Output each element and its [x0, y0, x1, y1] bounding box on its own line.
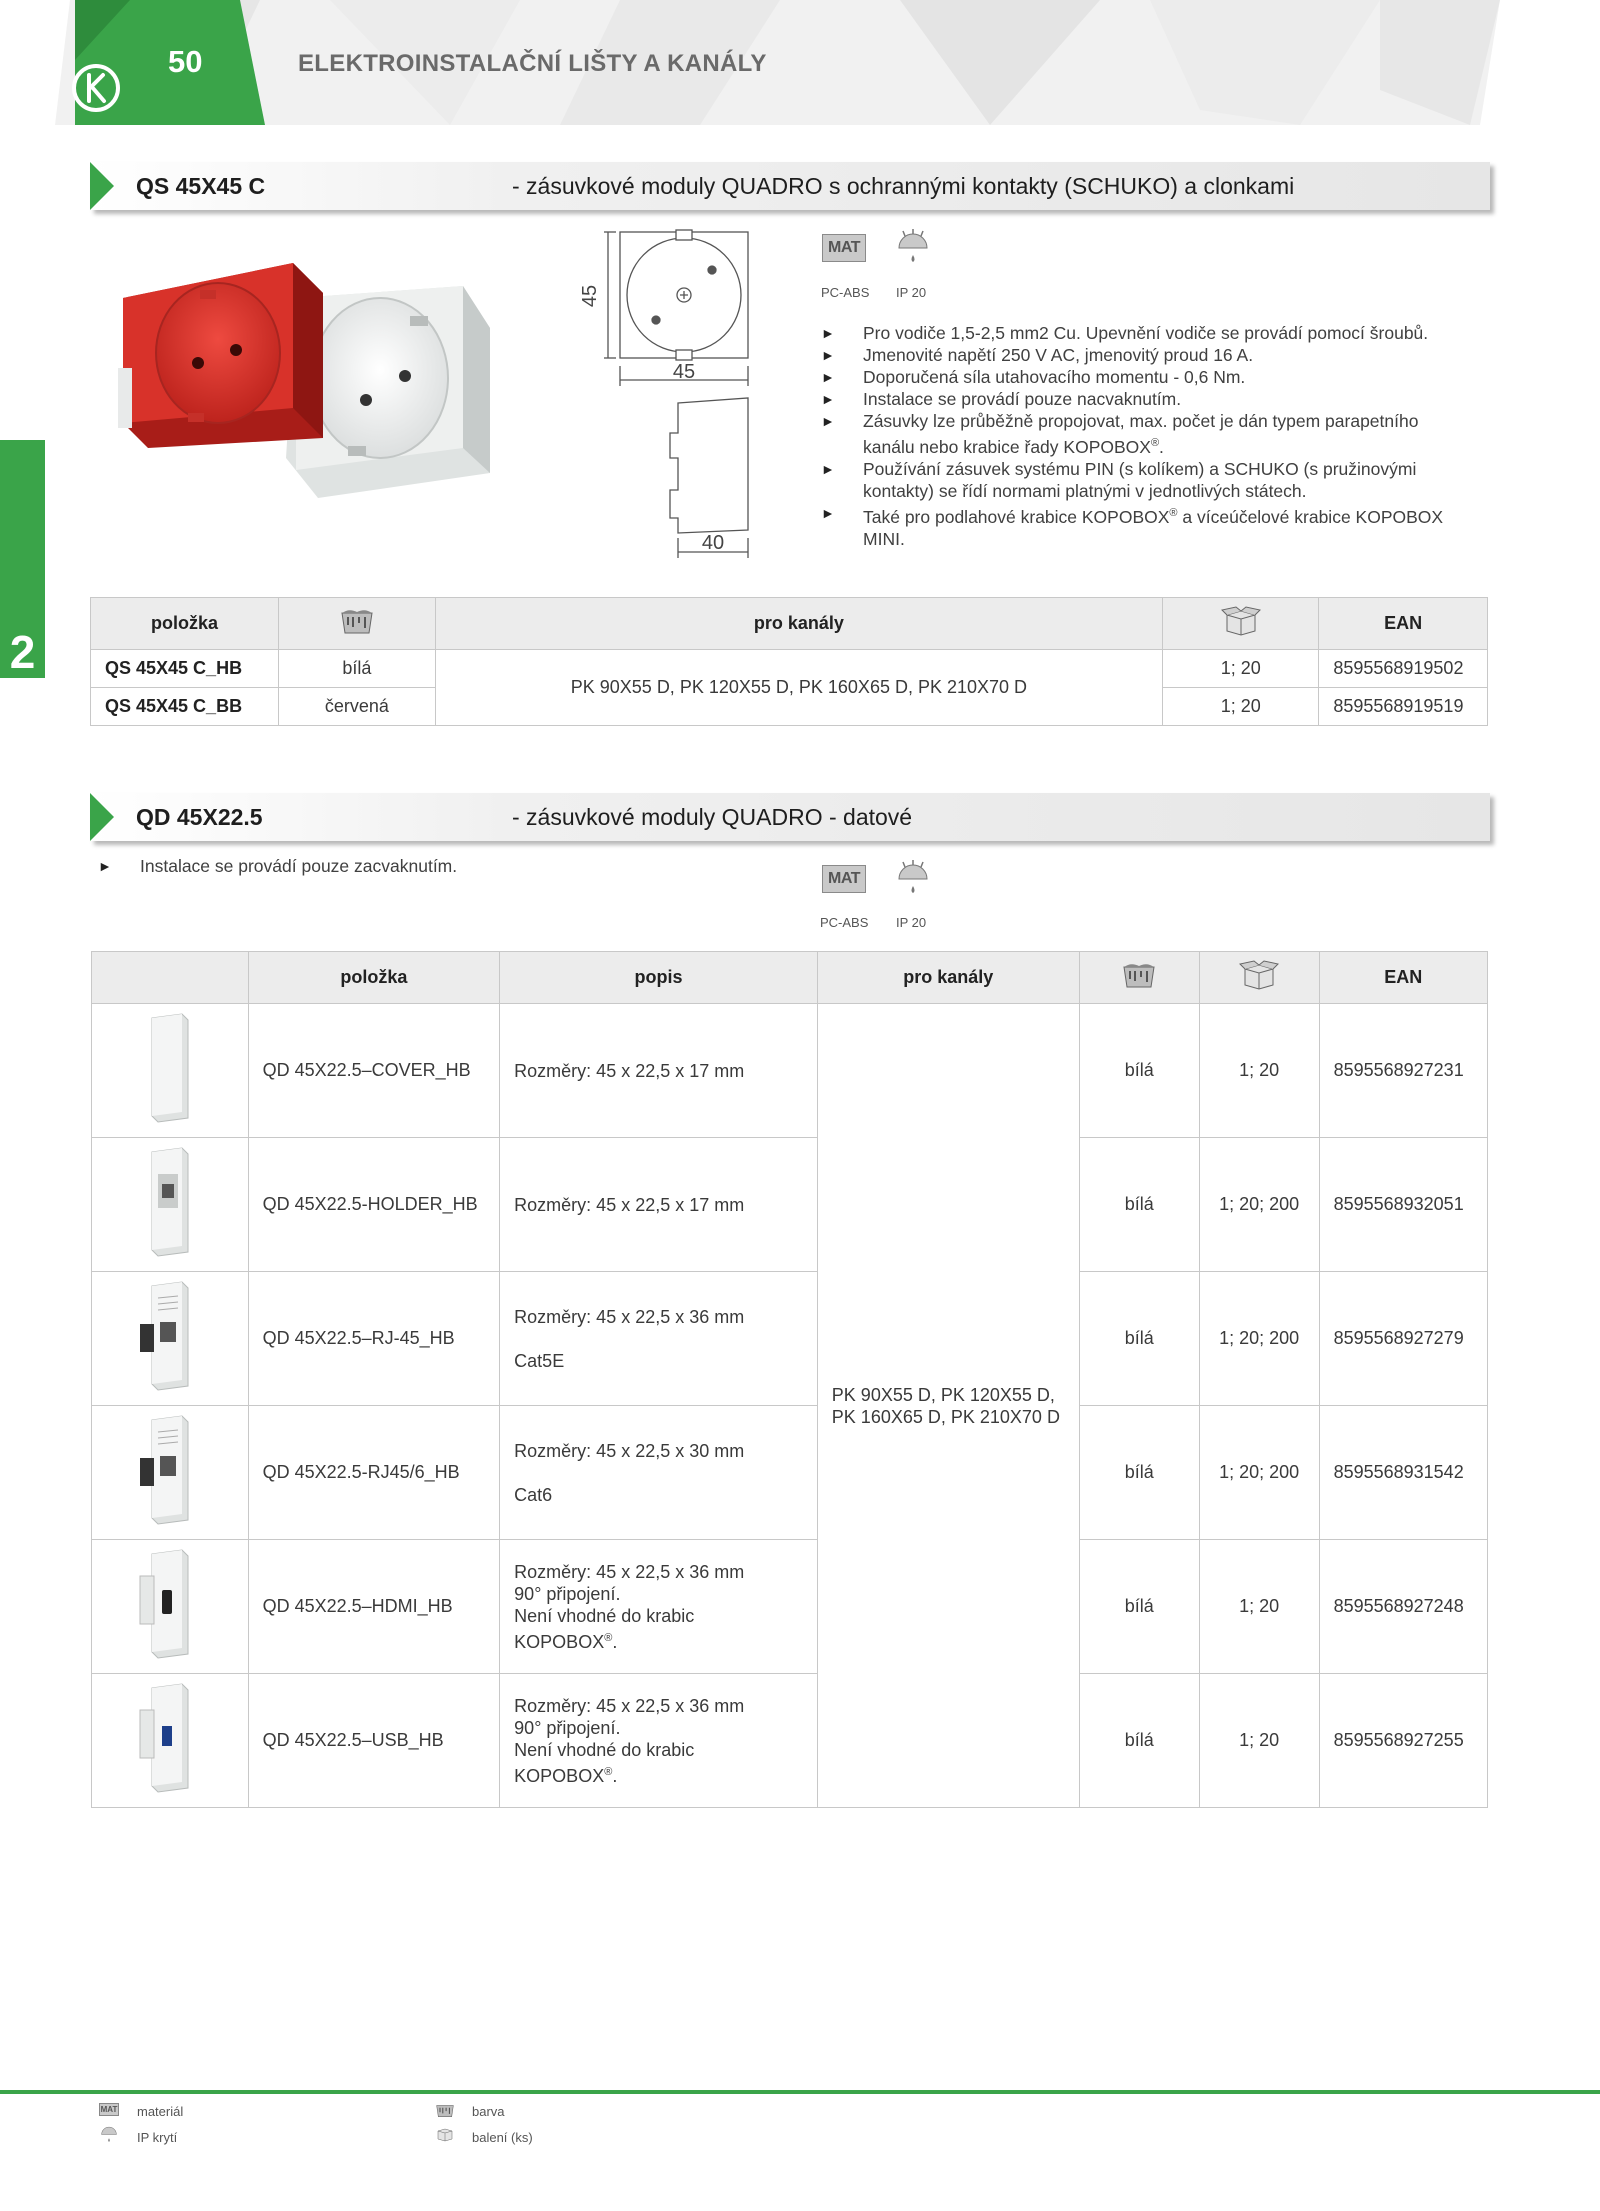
item-ean: 8595568927279: [1319, 1272, 1487, 1406]
description-line: Rozměry: 45 x 22,5 x 36 mm: [514, 1695, 745, 1716]
bullet-arrow-icon: ►: [821, 347, 835, 363]
item-color: bílá: [1079, 1406, 1199, 1540]
item-code: QS 45X45 C_BB: [91, 688, 279, 726]
qs-product-table: [90, 597, 1488, 726]
item-pack: 1; 20: [1199, 1674, 1319, 1808]
paint-bucket-icon: [339, 607, 375, 635]
footer-divider: [0, 2090, 1600, 2094]
item-color: bílá: [1079, 1674, 1199, 1808]
description-line: Rozměry: 45 x 22,5 x 36 mm: [514, 1561, 745, 1582]
bullet-item: [821, 502, 1501, 550]
company-logo: [70, 62, 122, 114]
item-description: [500, 1138, 818, 1272]
item-code: QD 45X22.5–COVER_HB: [248, 1004, 500, 1138]
legend-material-icon: MAT: [100, 2105, 118, 2114]
bullet-arrow-icon: ►: [821, 504, 835, 521]
section-description: - zásuvkové moduly QUADRO s ochrannými kontakty (SCHUKO) a clonkami: [512, 173, 1295, 199]
product-image-cell: [92, 1540, 249, 1674]
rj45-cat6-module-icon: [138, 1412, 202, 1528]
col-header-ean: EAN: [1319, 952, 1487, 1004]
product-image-cell: [92, 1004, 249, 1138]
bullet-arrow-icon: ►: [821, 369, 835, 385]
col-header-image: [92, 952, 249, 1004]
legend-color: barva: [472, 2104, 505, 2119]
description-line: Rozměry: 45 x 22,5 x 30 mm: [514, 1440, 745, 1461]
item-ean: 8595568932051: [1319, 1138, 1487, 1272]
description-line: [514, 1462, 816, 1484]
col-header-channels: pro kanály: [817, 952, 1079, 1004]
item-code: QS 45X45 C_HB: [91, 650, 279, 688]
item-ean: 8595568927248: [1319, 1540, 1487, 1674]
item-description: [500, 1674, 818, 1808]
drawing-depth-label: 40: [701, 532, 725, 554]
material-caption: PC-ABS: [821, 285, 870, 300]
item-pack: 1; 20: [1163, 688, 1319, 726]
item-pack: 1; 20; 200: [1199, 1406, 1319, 1540]
item-code: QD 45X22.5-HOLDER_HB: [248, 1138, 500, 1272]
col-header-desc: popis: [500, 952, 818, 1004]
bullet-text: MINI.: [863, 528, 905, 549]
legend-ip: IP krytí: [137, 2130, 178, 2145]
legend-pack-icon: [435, 2126, 455, 2142]
table-row: [92, 1272, 1488, 1406]
section-code: QD 45X22.5: [136, 804, 263, 830]
usb-module-icon: [138, 1680, 202, 1796]
material-caption: PC-ABS: [820, 915, 869, 930]
material-icon: MAT: [822, 865, 866, 893]
note-bullet: [98, 855, 698, 877]
rj45-module-icon: [138, 1278, 202, 1394]
item-color: bílá: [1079, 1272, 1199, 1406]
col-header-item: položka: [248, 952, 500, 1004]
bullet-item: [821, 388, 1501, 410]
socket-technical-drawing: [578, 228, 758, 560]
bullet-text: Také pro podlahové krabice KOPOBOX® a víceúčelové krabice KOPOBOX: [863, 506, 1444, 527]
bullet-text: Instalace se provádí pouze nacvaknutím.: [863, 389, 1182, 409]
ip-rating-icon: [896, 228, 930, 266]
item-color: bílá: [1079, 1004, 1199, 1138]
table-header-row: [91, 598, 1488, 650]
description-line: [514, 1328, 816, 1350]
bullet-arrow-icon: ►: [821, 325, 835, 341]
col-header-color: [279, 598, 436, 650]
bullet-item: [821, 410, 1501, 458]
section-arrow-icon: [90, 793, 114, 841]
package-box-icon: [1221, 605, 1261, 637]
header-background: [0, 0, 1600, 125]
feature-bullet-list: [821, 322, 1501, 550]
bullet-item: [821, 366, 1501, 388]
bullet-text: kanálu nebo krabice řady KOPOBOX®.: [863, 436, 1164, 457]
material-icon: MAT: [822, 234, 866, 262]
item-pack: 1; 20; 200: [1199, 1138, 1319, 1272]
item-description: [500, 1272, 818, 1406]
item-channels: PK 90X55 D, PK 120X55 D, PK 160X65 D, PK 210X70 D: [435, 650, 1162, 726]
item-pack: 1; 20: [1163, 650, 1319, 688]
blank-cover-module-icon: [138, 1010, 202, 1126]
description-line: Cat6: [514, 1484, 553, 1505]
drawing-width-label: 45: [672, 361, 696, 383]
legend-material: materiál: [137, 2104, 184, 2119]
section-qs-header: [90, 162, 1490, 210]
table-row: [92, 1540, 1488, 1674]
table-header-row: [92, 952, 1488, 1004]
bullet-text: Používání zásuvek systému PIN (s kolíkem) a SCHUKO (s pružinovými: [863, 458, 1417, 479]
channels-line: PK 160X65 D, PK 210X70 D: [831, 1406, 1060, 1427]
ip-caption: IP 20: [896, 285, 927, 300]
description-line: KOPOBOX®.: [514, 1631, 618, 1652]
table-row: [92, 1406, 1488, 1540]
bullet-item: [821, 322, 1501, 344]
ip-caption: IP 20: [896, 915, 927, 930]
section-description: - zásuvkové moduly QUADRO - datové: [512, 804, 913, 830]
description-line: 90° připojení.: [514, 1717, 621, 1738]
channels-line: PK 90X55 D, PK 120X55 D,: [831, 1384, 1055, 1405]
bullet-arrow-icon: ►: [821, 391, 835, 407]
item-code: QD 45X22.5-RJ45/6_HB: [248, 1406, 500, 1540]
bullet-arrow-icon: ►: [821, 413, 835, 429]
item-pack: 1; 20: [1199, 1540, 1319, 1674]
item-ean: 8595568919519: [1319, 688, 1488, 726]
item-ean: 8595568927255: [1319, 1674, 1487, 1808]
description-line: Není vhodné do krabic: [514, 1739, 695, 1760]
product-image-cell: [92, 1406, 249, 1540]
item-color: červená: [279, 688, 436, 726]
bullet-arrow-icon: ►: [98, 858, 112, 874]
paint-bucket-icon: [1121, 961, 1157, 989]
table-row: [92, 1674, 1488, 1808]
col-header-ean: EAN: [1319, 598, 1488, 650]
table-row: [91, 650, 1488, 688]
table-row: [92, 1138, 1488, 1272]
bullet-text: Doporučená síla utahovacího momentu - 0,6 Nm.: [863, 367, 1246, 387]
legend-pack: balení (ks): [472, 2130, 533, 2145]
item-code: QD 45X22.5–RJ-45_HB: [248, 1272, 500, 1406]
bullet-arrow-icon: ►: [821, 460, 835, 477]
description-line: KOPOBOX®.: [514, 1765, 618, 1786]
section-code: QS 45X45 C: [136, 173, 266, 199]
description-line: Není vhodné do krabic: [514, 1605, 695, 1626]
description-line: 90° připojení.: [514, 1583, 621, 1604]
item-ean: 8595568919502: [1319, 650, 1488, 688]
note-text: Instalace se provádí pouze zacvaknutím.: [140, 856, 458, 876]
product-image-cell: [92, 1674, 249, 1808]
keystone-holder-module-icon: [138, 1144, 202, 1260]
item-color: bílá: [279, 650, 436, 688]
hdmi-module-icon: [138, 1546, 202, 1662]
legend-color-icon: [435, 2102, 455, 2118]
qd-product-table: [91, 951, 1488, 1808]
item-ean: 8595568927231: [1319, 1004, 1487, 1138]
col-header-channels: pro kanály: [435, 598, 1162, 650]
item-code: QD 45X22.5–HDMI_HB: [248, 1540, 500, 1674]
drawing-height-label: 45: [579, 284, 601, 308]
description-line: Cat5E: [514, 1350, 565, 1371]
item-color: bílá: [1079, 1540, 1199, 1674]
item-pack: 1; 20: [1199, 1004, 1319, 1138]
bullet-text: kontakty) se řídí normami platnými v jednotlivých státech.: [863, 480, 1307, 501]
item-description: [500, 1540, 818, 1674]
item-description: [500, 1406, 818, 1540]
page-title: ELEKTROINSTALAČNÍ LIŠTY A KANÁLY: [298, 50, 767, 77]
item-color: bílá: [1079, 1138, 1199, 1272]
col-header-item: položka: [91, 598, 279, 650]
page-number: 50: [168, 44, 203, 79]
description-line: Rozměry: 45 x 22,5 x 17 mm: [514, 1194, 745, 1215]
table-row: [92, 1004, 1488, 1138]
col-header-color: [1079, 952, 1199, 1004]
chapter-number: 2: [9, 626, 36, 678]
item-description: [500, 1004, 818, 1138]
section-arrow-icon: [90, 162, 114, 210]
col-header-pack: [1163, 598, 1319, 650]
product-image-cell: [92, 1138, 249, 1272]
package-box-icon: [1239, 959, 1279, 991]
bullet-text: Jmenovité napětí 250 V AC, jmenovitý proud 16 A.: [863, 345, 1254, 365]
bullet-item: [821, 344, 1501, 366]
product-image-cell: [92, 1272, 249, 1406]
ip-rating-icon: [896, 859, 930, 897]
legend-ip-icon: [100, 2124, 118, 2144]
section-qd-header: [90, 793, 1490, 841]
bullet-item: [821, 458, 1501, 502]
item-pack: 1; 20; 200: [1199, 1272, 1319, 1406]
bullet-text: Zásuvky lze průběžně propojovat, max. počet je dán typem parapetního: [863, 411, 1419, 431]
socket-product-photo: [118, 258, 508, 508]
item-code: QD 45X22.5–USB_HB: [248, 1674, 500, 1808]
description-line: Rozměry: 45 x 22,5 x 36 mm: [514, 1306, 745, 1327]
bullet-text: Pro vodiče 1,5-2,5 mm2 Cu. Upevnění vodiče se provádí pomocí šroubů.: [863, 323, 1429, 343]
item-channels: [817, 1004, 1079, 1808]
description-line: Rozměry: 45 x 22,5 x 17 mm: [514, 1060, 745, 1081]
item-ean: 8595568931542: [1319, 1406, 1487, 1540]
col-header-pack: [1199, 952, 1319, 1004]
